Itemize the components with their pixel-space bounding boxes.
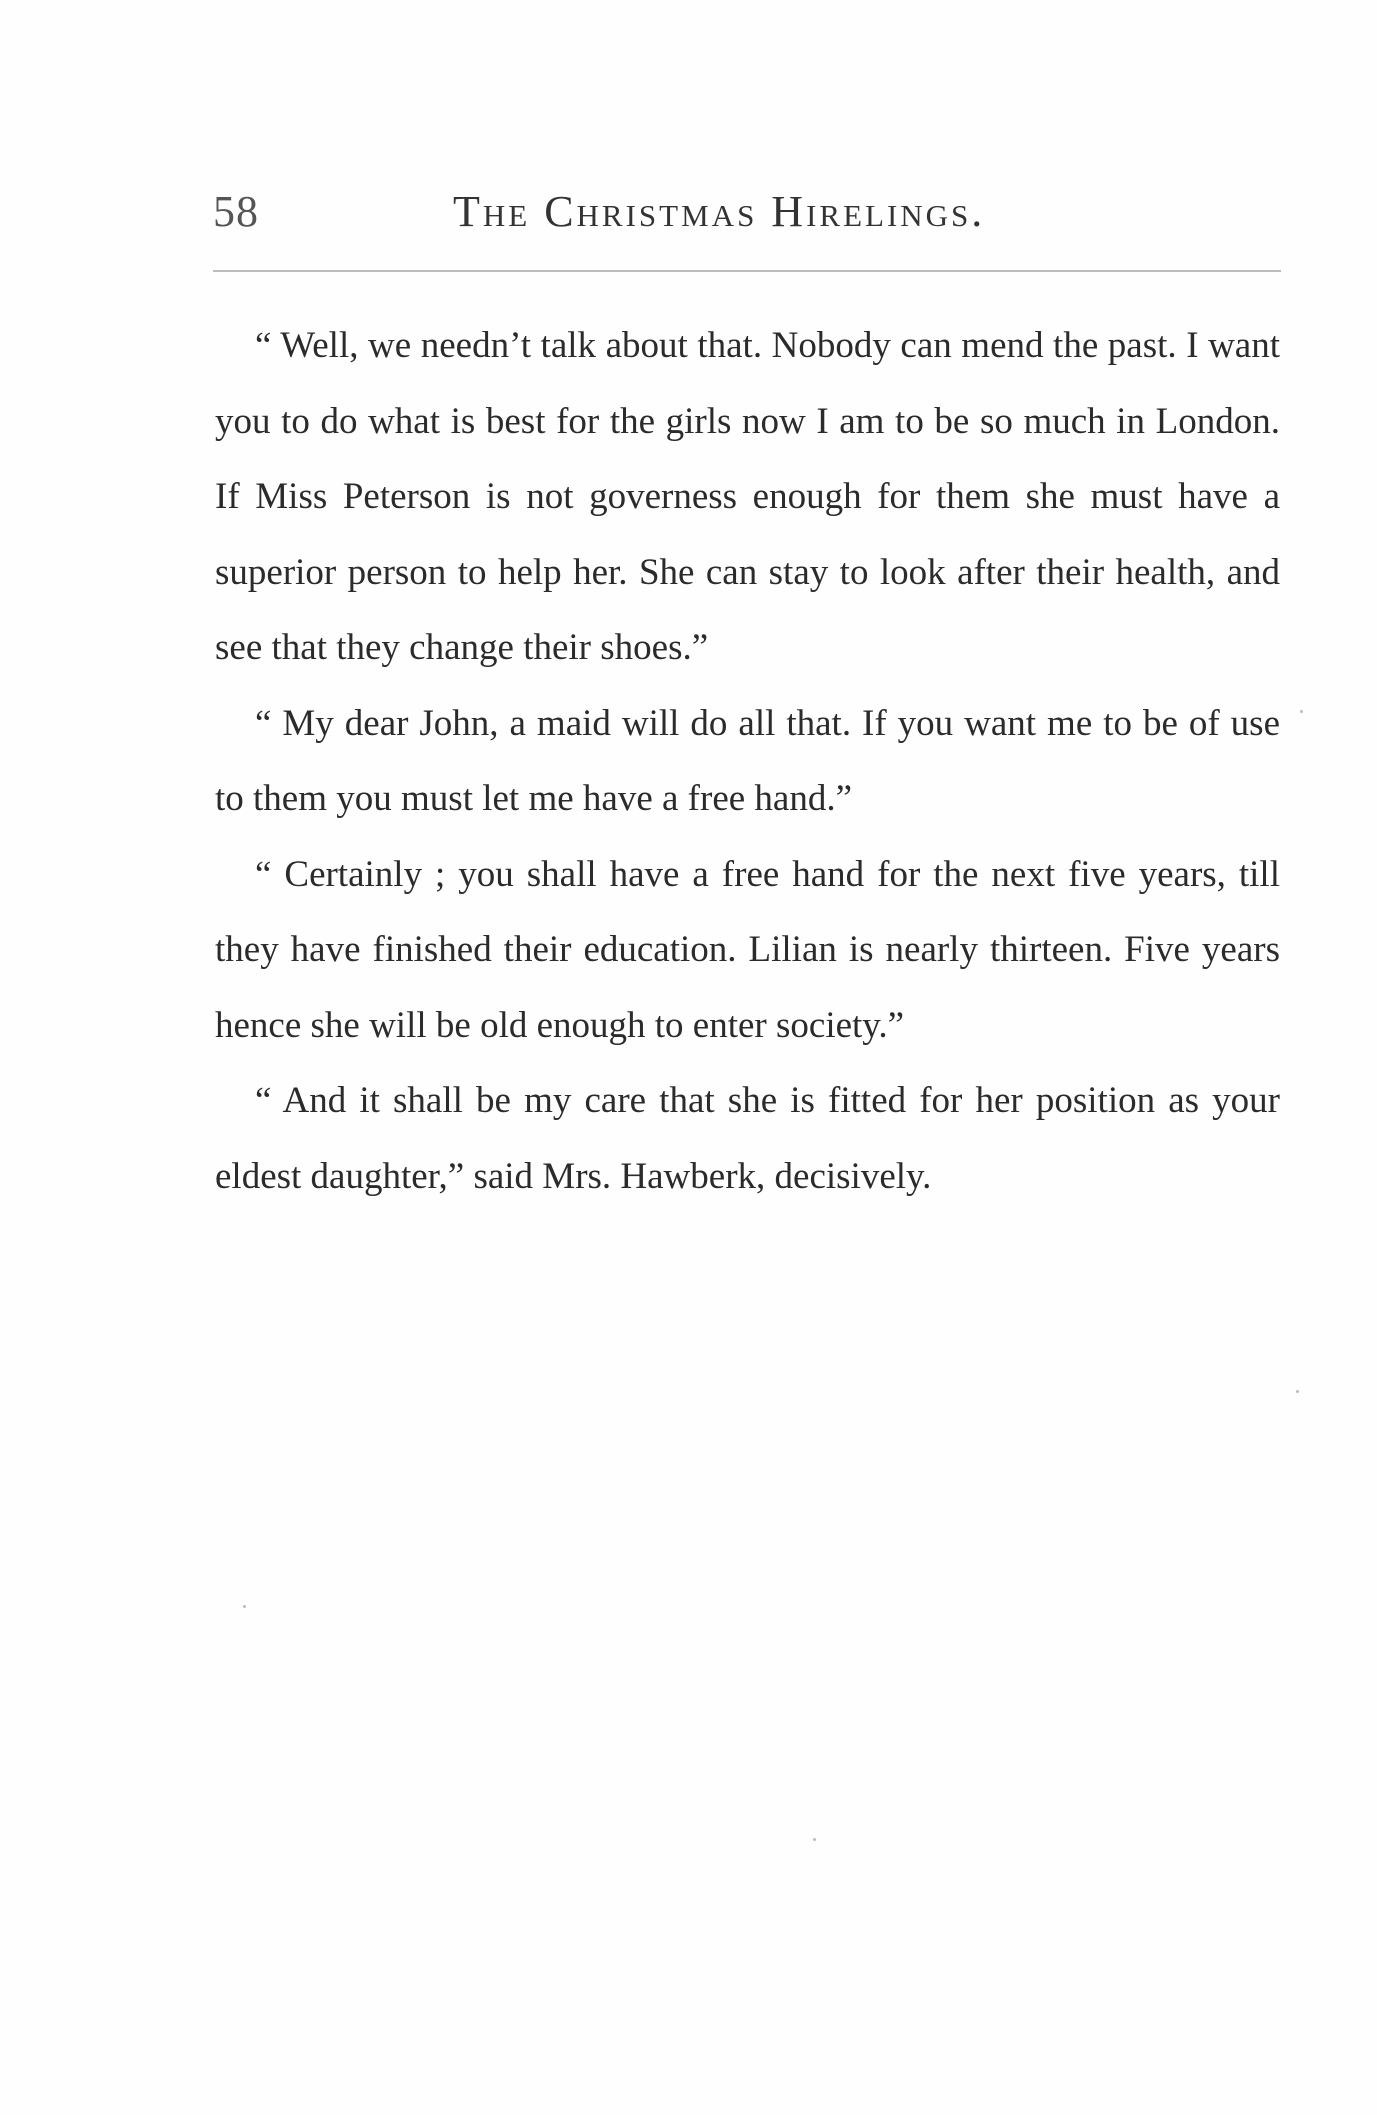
paragraph-4: “ And it shall be my care that she is fitted for her position as your eldest daughter,” said Mrs. Hawberk, decisively. xyxy=(215,1080,1280,1197)
paragraph-1: “ Well, we needn’t talk about that. Nobody can mend the past. I want you to do what is best for the girls now I am to be so much in London. If Miss Peterson is not governess enough for them she must have a superior person to help her. She can stay to look after their health, and see that they change their shoes.” xyxy=(215,325,1280,668)
paper-speck xyxy=(813,1838,816,1841)
body-text xyxy=(215,308,1280,1214)
paper-speck xyxy=(1296,1390,1299,1393)
page-number: 58 xyxy=(213,187,259,236)
running-head xyxy=(213,186,1281,246)
running-title: The Christmas Hirelings. xyxy=(453,187,986,236)
paragraph-3: “ Certainly ; you shall have a free hand for the next five years, till they have finished their education. Lilian is nearly thirteen. Five years hence she will be old enough to enter society.” xyxy=(215,853,1280,1046)
paragraph-2: “ My dear John, a maid will do all that. If you want me to be of use to them you must let me have a free hand.” xyxy=(215,702,1280,819)
paper-speck xyxy=(243,1605,246,1608)
paper-speck xyxy=(1300,710,1303,713)
header-rule xyxy=(213,270,1281,272)
